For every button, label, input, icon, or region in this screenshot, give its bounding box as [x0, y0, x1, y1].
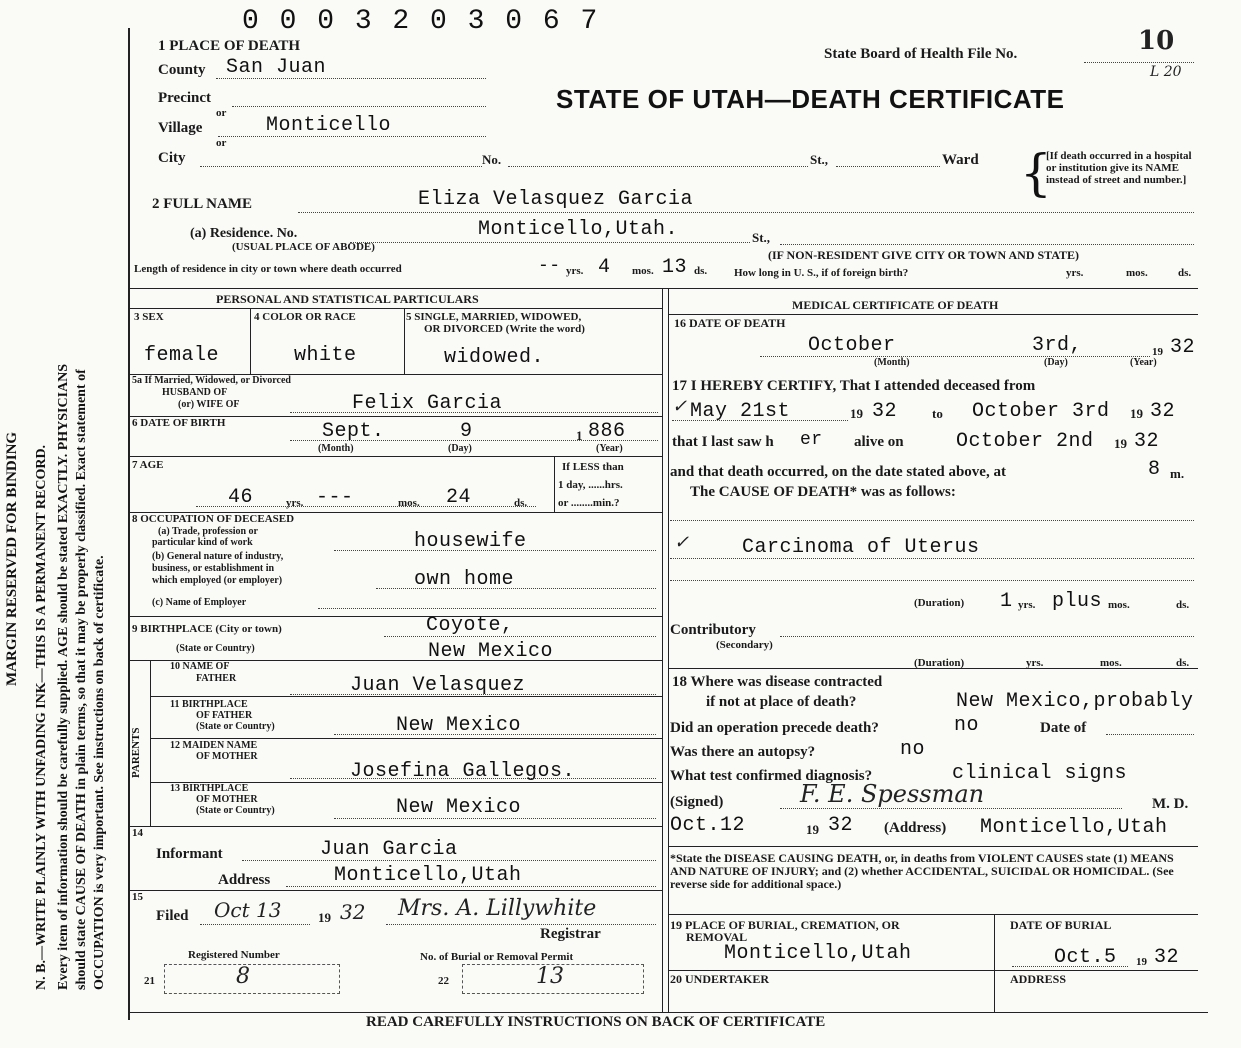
birth-state: New Mexico — [428, 640, 554, 663]
margin-binding-note: MARGIN RESERVED FOR BINDING — [4, 431, 20, 686]
age-years: 46 — [228, 486, 254, 509]
village-label: Village — [158, 120, 203, 136]
margin-nb-note: N. B.—WRITE PLAINLY WITH UNFADING INK—THIS IS A PERMANENT RECORD. — [34, 444, 49, 990]
operation-value: no — [954, 714, 980, 737]
occupation-value: housewife — [414, 530, 527, 553]
mother-name: Josefina Gallegos. — [350, 760, 576, 783]
certify-label: 17 I HEREBY CERTIFY, That I attended deceased from — [672, 378, 1036, 394]
duration-extra: plus — [1052, 590, 1103, 613]
death-day: 3rd, — [1032, 334, 1083, 357]
attended-to: October 3rd — [972, 400, 1110, 423]
attended-to-year: 32 — [1150, 400, 1176, 423]
birth-city: Coyote, — [426, 614, 514, 637]
father-name: Juan Velasquez — [350, 674, 526, 697]
certificate-title: STATE OF UTAH—DEATH CERTIFICATE — [556, 84, 1065, 114]
sex-value: female — [144, 344, 220, 367]
residence-months: 4 — [598, 256, 611, 279]
informant-address: Monticello,Utah — [334, 864, 522, 887]
brace-icon: { — [1020, 144, 1052, 202]
employer-value: own home — [414, 568, 515, 591]
full-name-value: Eliza Velasquez Garcia — [418, 188, 694, 211]
death-time: 8 — [1148, 458, 1161, 481]
serial-number: 0 0 0 3 2 0 3 0 6 7 — [242, 6, 600, 37]
registrar-signature: Mrs. A. Lillywhite — [398, 896, 597, 921]
left-border — [128, 28, 130, 1020]
footer-instructions: READ CAREFULLY INSTRUCTIONS ON BACK OF CERTIFICATE — [366, 1014, 826, 1030]
last-seen-year: 32 — [1134, 430, 1160, 453]
full-name-label: 2 FULL NAME — [152, 196, 253, 212]
age-days: 24 — [446, 486, 472, 509]
filed-year: 32 — [340, 900, 366, 924]
margin-instruction-1: Every item of information should be carefully supplied. AGE should be stated EXACTLY. PHYSICIANS — [56, 363, 71, 990]
burial-place: Monticello,Utah — [724, 942, 912, 965]
age-months: --- — [316, 486, 354, 509]
precinct-label: Precinct — [158, 90, 212, 106]
hospital-note: [If death occurred in a hospital or institution give its NAME instead of street and number.] — [1046, 150, 1192, 186]
medical-heading: MEDICAL CERTIFICATE OF DEATH — [792, 298, 999, 312]
dob-year: 886 — [588, 420, 626, 443]
race-value: white — [294, 344, 357, 367]
duration-years: 1 — [1000, 590, 1013, 613]
residence-label: (a) Residence. No. — [190, 226, 298, 241]
autopsy-value: no — [900, 738, 926, 761]
registered-number-box — [164, 964, 340, 994]
physician-address: Monticello,Utah — [980, 816, 1168, 839]
attended-from-year: 32 — [872, 400, 898, 423]
marital-value: widowed. — [444, 346, 545, 369]
dob-day: 9 — [460, 420, 473, 443]
physician-signature: F. E. Spessman — [800, 780, 985, 808]
personal-heading: PERSONAL AND STATISTICAL PARTICULARS — [216, 292, 479, 306]
residence-days: 13 — [662, 256, 688, 279]
check-mark-icon: ✓ — [674, 532, 690, 553]
residence-value: Monticello,Utah. — [478, 218, 679, 241]
burial-date: Oct.5 — [1054, 946, 1117, 969]
signed-date: Oct.12 — [670, 814, 746, 837]
file-no-label: State Board of Health File No. — [824, 46, 1018, 62]
filed-date: Oct 13 — [214, 898, 282, 922]
disease-contracted: New Mexico,probably — [956, 690, 1194, 713]
city-label: City — [158, 150, 186, 166]
parents-label: PARENTS — [130, 727, 142, 778]
disease-note: *State the DISEASE CAUSING DEATH, or, in deaths from VIOLENT CAUSES state (1) MEANS AND NATURE OF INJURY; and (2) whether ACCIDENTAL, SUICIDAL OR HOMICIDAL. (See reverse side for additional space.) — [670, 851, 1174, 891]
place-heading: 1 PLACE OF DEATH — [158, 38, 301, 54]
dob-month: Sept. — [322, 420, 385, 443]
death-year: 32 — [1170, 336, 1196, 359]
attended-from: May 21st — [690, 400, 791, 423]
father-birthplace: New Mexico — [396, 714, 522, 737]
margin-instruction-2: should state CAUSE OF DEATH in plain terms, so that it may be properly classified. Exact statement of — [74, 369, 89, 990]
bottom-border — [128, 1012, 1208, 1013]
burial-permit-number: 13 — [536, 964, 564, 989]
spouse-value: Felix Garcia — [352, 392, 503, 415]
burial-year: 32 — [1154, 946, 1180, 969]
signed-year: 32 — [828, 814, 854, 837]
last-seen-date: October 2nd — [956, 430, 1094, 453]
cause-of-death: Carcinoma of Uterus — [742, 536, 980, 559]
margin-instruction-3: OCCUPATION is very important. See instructions on back of certificate. — [92, 555, 107, 990]
death-month: October — [808, 334, 896, 357]
check-mark-icon: ✓ — [672, 396, 688, 417]
mother-birthplace: New Mexico — [396, 796, 522, 819]
test-value: clinical signs — [952, 762, 1128, 785]
county-value: San Juan — [226, 56, 327, 79]
village-value: Monticello — [266, 114, 392, 137]
registered-number: 8 — [236, 964, 250, 989]
informant-name: Juan Garcia — [320, 838, 458, 861]
file-no-value: 10 — [1138, 26, 1175, 56]
file-no-extra: L 20 — [1150, 64, 1182, 80]
length-label: Length of residence in city or town where death occurred — [134, 263, 402, 275]
county-label: County — [158, 62, 206, 78]
